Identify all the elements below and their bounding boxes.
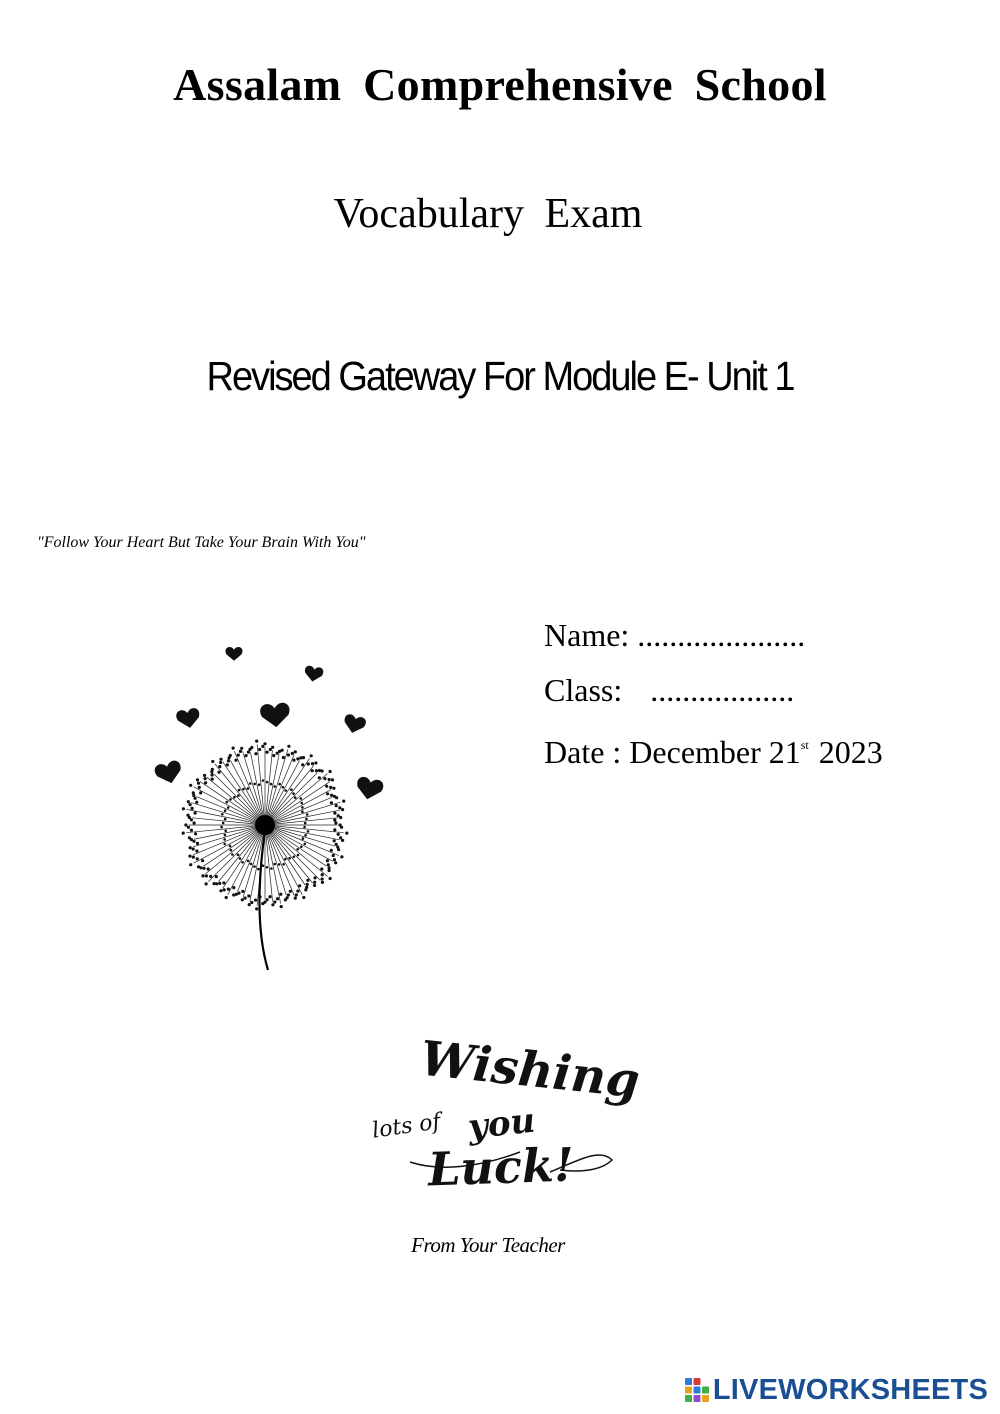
- wishing-luck-card: [350, 1022, 643, 1217]
- hearts: [153, 647, 384, 802]
- date-year: 2023: [818, 734, 883, 770]
- wish-line-luck: Luck!: [427, 1137, 575, 1197]
- student-info: [544, 612, 883, 777]
- date-row: [544, 722, 883, 777]
- liveworksheets-logo-icon: [685, 1378, 709, 1402]
- heart-icon: [303, 665, 324, 683]
- heart-icon: [260, 702, 291, 728]
- brand-name: LIVEWORKSHEETS: [712, 1373, 988, 1406]
- heart-icon: [175, 707, 201, 730]
- signature: From Your Teacher: [411, 1233, 565, 1257]
- dandelion-heart-illustration: [140, 640, 400, 980]
- heart-icon: [342, 713, 367, 736]
- heart-icon: [153, 759, 184, 786]
- wish-line-you: you: [466, 1100, 538, 1148]
- school-title: Assalam Comprehensive School: [173, 59, 827, 110]
- class-blank: ..................: [650, 672, 795, 708]
- name-blank: .....................: [637, 617, 806, 653]
- brand-logo: [685, 1372, 988, 1408]
- class-row: [544, 667, 883, 722]
- module-title: Revised Gateway For Module E- Unit 1: [206, 354, 794, 400]
- quote: "Follow Your Heart But Take Your Brain With You": [37, 534, 366, 551]
- heart-icon: [354, 776, 384, 802]
- name-label: Name:: [544, 617, 630, 653]
- name-row: [544, 612, 883, 667]
- date-label: Date : December 21: [544, 734, 801, 770]
- heart-icon: [225, 647, 242, 661]
- wish-line-lots-of: lots of: [370, 1109, 443, 1144]
- class-label: Class:: [544, 672, 623, 708]
- wish-line-wishing: Wishing: [417, 1030, 643, 1110]
- date-suffix: st: [800, 738, 809, 752]
- exam-title: Vocabulary Exam: [333, 191, 643, 237]
